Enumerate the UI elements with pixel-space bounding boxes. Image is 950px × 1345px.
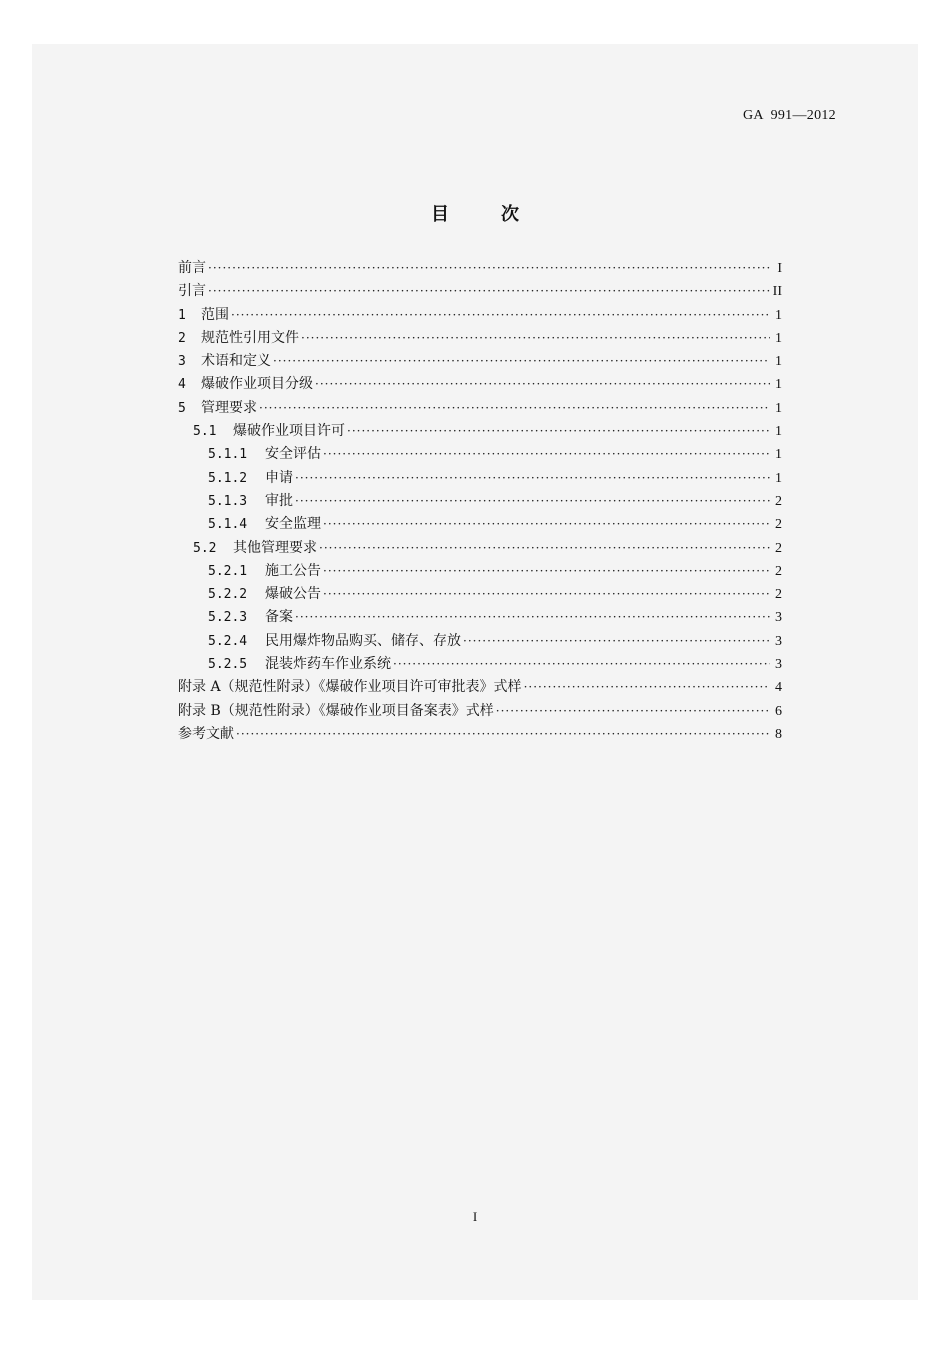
toc-leader-dots xyxy=(208,280,770,303)
toc-entry-number: 5.1.4 xyxy=(208,517,248,533)
toc-leader-dots xyxy=(319,537,770,560)
toc-entry-page: 3 xyxy=(775,633,782,649)
toc-entry[interactable] xyxy=(178,420,782,443)
toc-entry-page: 1 xyxy=(775,400,782,416)
toc-entry[interactable] xyxy=(178,257,782,280)
toc-leader-dots xyxy=(323,560,770,583)
toc-entry[interactable] xyxy=(178,513,782,536)
toc-entry-page: 2 xyxy=(775,493,782,509)
toc-entry[interactable] xyxy=(178,443,782,466)
toc-entry-label: 引言 xyxy=(178,283,206,300)
toc-entry[interactable] xyxy=(178,373,782,396)
toc-entry-label: 施工公告 xyxy=(265,562,321,579)
toc-entry-number: 5.2.1 xyxy=(208,563,248,579)
toc-leader-dots xyxy=(259,397,770,420)
toc-entry-number: 5.1 xyxy=(193,424,217,440)
toc-entry-label: 附录 A（规范性附录）《爆破作业项目许可审批表》式样 xyxy=(178,679,522,696)
toc-entry[interactable] xyxy=(178,560,782,583)
toc-entry[interactable] xyxy=(178,537,782,560)
toc-entry-page: 3 xyxy=(775,657,782,673)
toc-entry-number: 3 xyxy=(178,354,186,370)
toc-entry-number: 5.2.4 xyxy=(208,633,248,649)
document-code: GA 991—2012 xyxy=(742,108,836,123)
toc-entry[interactable] xyxy=(178,700,782,723)
toc-entry-label: 其他管理要求 xyxy=(233,539,317,556)
toc-entry-page: 2 xyxy=(775,517,782,533)
toc-title xyxy=(32,200,918,226)
table-of-contents xyxy=(178,257,782,746)
toc-entry-label: 附录 B（规范性附录）《爆破作业项目备案表》式样 xyxy=(178,702,494,719)
toc-leader-dots xyxy=(236,723,770,746)
toc-entry[interactable] xyxy=(178,630,782,653)
toc-leader-dots xyxy=(323,443,770,466)
toc-leader-dots xyxy=(208,257,770,280)
toc-entry-page: 1 xyxy=(775,377,782,393)
toc-leader-dots xyxy=(295,606,770,629)
toc-entry-page: 1 xyxy=(775,424,782,440)
toc-entry-label: 爆破作业项目许可 xyxy=(233,423,345,440)
toc-entry-number: 5.1.2 xyxy=(208,470,248,486)
toc-leader-dots xyxy=(347,420,770,443)
toc-entry[interactable] xyxy=(178,606,782,629)
toc-entry[interactable] xyxy=(178,304,782,327)
toc-entry-number: 1 xyxy=(178,307,186,323)
toc-entry-page: 2 xyxy=(775,563,782,579)
toc-entry-page: 8 xyxy=(775,726,782,742)
toc-entry-label: 范围 xyxy=(201,306,229,323)
toc-entry-page: II xyxy=(772,284,782,300)
toc-entry-page: 2 xyxy=(775,540,782,556)
toc-leader-dots xyxy=(463,630,770,653)
toc-entry-label: 爆破作业项目分级 xyxy=(201,376,313,393)
toc-entry-page: 3 xyxy=(775,610,782,626)
toc-entry-page: 1 xyxy=(775,307,782,323)
toc-entry-page: 2 xyxy=(775,587,782,603)
toc-entry-label: 术语和定义 xyxy=(201,353,271,370)
toc-entry-number: 2 xyxy=(178,330,186,346)
toc-entry-page: 1 xyxy=(775,447,782,463)
toc-entry-number: 5 xyxy=(178,400,186,416)
toc-leader-dots xyxy=(323,513,770,536)
toc-leader-dots xyxy=(295,467,770,490)
toc-entry-label: 安全评估 xyxy=(265,446,321,463)
toc-entry-page: 6 xyxy=(775,703,782,719)
toc-entry-label: 审批 xyxy=(265,492,293,509)
toc-leader-dots xyxy=(295,490,770,513)
toc-entry-label: 前言 xyxy=(178,260,206,276)
toc-entry[interactable] xyxy=(178,280,782,303)
toc-leader-dots xyxy=(496,700,770,723)
toc-entry[interactable] xyxy=(178,327,782,350)
toc-entry[interactable] xyxy=(178,653,782,676)
toc-entry-number: 5.2.5 xyxy=(208,657,248,673)
toc-leader-dots xyxy=(301,327,770,350)
toc-entry-label: 民用爆炸物品购买、储存、存放 xyxy=(265,632,461,649)
toc-title-part2: 次 xyxy=(501,204,519,225)
toc-entry-label: 爆破公告 xyxy=(265,586,321,603)
toc-entry-page: 4 xyxy=(775,680,782,696)
toc-entry-page: 1 xyxy=(775,330,782,346)
toc-entry[interactable] xyxy=(178,676,782,699)
toc-title-part1: 目 xyxy=(431,204,449,225)
toc-leader-dots xyxy=(393,653,770,676)
toc-entry-label: 申请 xyxy=(265,469,293,486)
toc-entry-number: 5.2 xyxy=(193,540,217,556)
toc-entry[interactable] xyxy=(178,397,782,420)
toc-leader-dots xyxy=(273,350,770,373)
toc-leader-dots xyxy=(315,373,770,396)
toc-entry[interactable] xyxy=(178,350,782,373)
toc-entry-label: 备案 xyxy=(265,609,293,626)
toc-entry[interactable] xyxy=(178,490,782,513)
toc-entry-number: 5.2.3 xyxy=(208,610,248,626)
toc-entry-label: 参考文献 xyxy=(178,725,234,742)
toc-entry[interactable] xyxy=(178,583,782,606)
document-page xyxy=(32,44,918,1300)
toc-leader-dots xyxy=(524,676,770,699)
toc-entry-page: I xyxy=(777,261,782,276)
toc-entry-label: 混装炸药车作业系统 xyxy=(265,656,391,673)
toc-leader-dots xyxy=(323,583,770,606)
toc-entry-number: 5.1.1 xyxy=(208,447,248,463)
toc-entry-label: 安全监理 xyxy=(265,516,321,533)
toc-entry-number: 4 xyxy=(178,377,186,393)
toc-entry-page: 1 xyxy=(775,470,782,486)
toc-entry[interactable] xyxy=(178,467,782,490)
footer-page-number: I xyxy=(472,1209,478,1224)
toc-entry-number: 5.2.2 xyxy=(208,587,248,603)
toc-entry-page: 1 xyxy=(775,354,782,370)
toc-entry-label: 管理要求 xyxy=(201,399,257,416)
toc-leader-dots xyxy=(231,304,770,327)
toc-entry-label: 规范性引用文件 xyxy=(201,329,299,346)
toc-entry-number: 5.1.3 xyxy=(208,493,248,509)
toc-entry[interactable] xyxy=(178,723,782,746)
